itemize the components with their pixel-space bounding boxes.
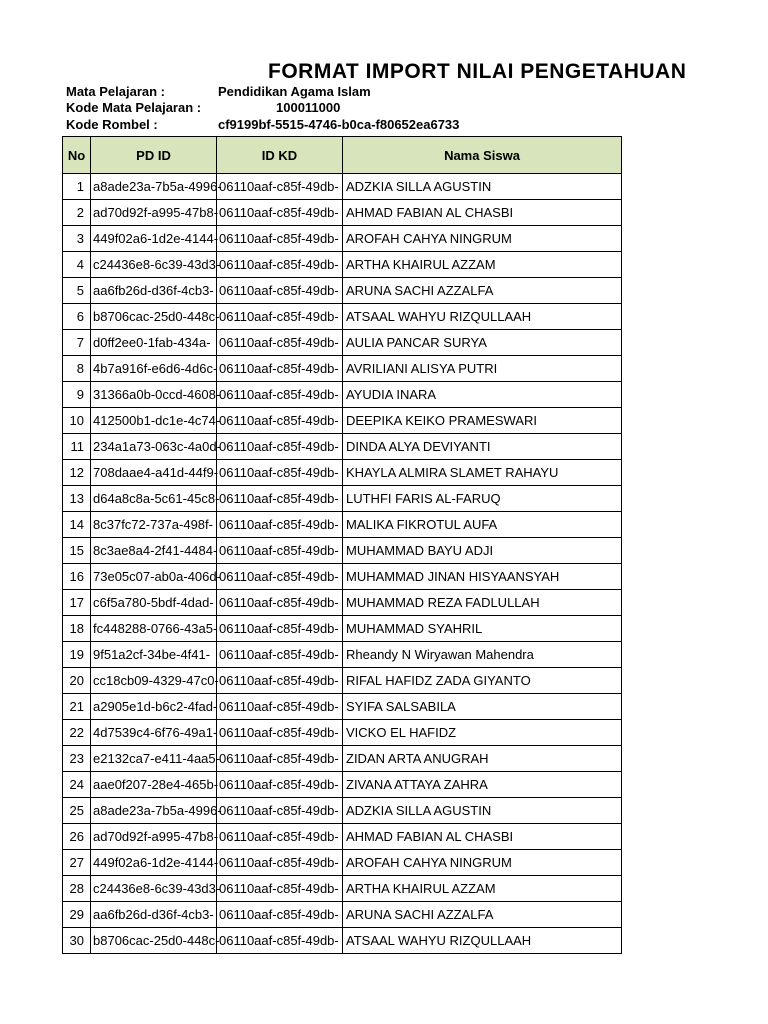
header-pd-id[interactable]: PD ID xyxy=(91,137,217,174)
cell-pd-id[interactable]: 8c3ae8a4-2f41-4484- xyxy=(91,538,217,564)
table-row xyxy=(63,252,622,278)
cell-no[interactable]: 20 xyxy=(63,668,91,694)
table-row xyxy=(63,616,622,642)
cell-no[interactable]: 7 xyxy=(63,330,91,356)
cell-id-kd[interactable]: 06110aaf-c85f-49db- xyxy=(217,590,343,616)
cell-no[interactable]: 1 xyxy=(63,174,91,200)
cell-id-kd[interactable]: 06110aaf-c85f-49db- xyxy=(217,408,343,434)
cell-pd-id[interactable]: 9f51a2cf-34be-4f41- xyxy=(91,642,217,668)
cell-nama-siswa[interactable]: MUHAMMAD SYAHRIL xyxy=(343,616,622,642)
cell-pd-id[interactable]: ad70d92f-a995-47b8- xyxy=(91,824,217,850)
table-row xyxy=(63,824,622,850)
table-row xyxy=(63,486,622,512)
cell-nama-siswa[interactable]: AROFAH CAHYA NINGRUM xyxy=(343,226,622,252)
cell-nama-siswa[interactable]: ZIVANA ATTAYA ZAHRA xyxy=(343,772,622,798)
cell-nama-siswa[interactable]: AULIA PANCAR SURYA xyxy=(343,330,622,356)
cell-pd-id[interactable]: 4d7539c4-6f76-49a1- xyxy=(91,720,217,746)
cell-id-kd[interactable]: 06110aaf-c85f-49db- xyxy=(217,356,343,382)
student-table xyxy=(62,136,622,954)
cell-no[interactable]: 18 xyxy=(63,616,91,642)
cell-no[interactable]: 27 xyxy=(63,850,91,876)
cell-nama-siswa[interactable]: KHAYLA ALMIRA SLAMET RAHAYU xyxy=(343,460,622,486)
cell-pd-id[interactable]: 73e05c07-ab0a-406d- xyxy=(91,564,217,590)
cell-nama-siswa[interactable]: AROFAH CAHYA NINGRUM xyxy=(343,850,622,876)
table-row xyxy=(63,668,622,694)
header-row xyxy=(63,137,622,174)
cell-no[interactable]: 26 xyxy=(63,824,91,850)
cell-id-kd[interactable]: 06110aaf-c85f-49db- xyxy=(217,200,343,226)
cell-id-kd[interactable]: 06110aaf-c85f-49db- xyxy=(217,304,343,330)
cell-no[interactable]: 28 xyxy=(63,876,91,902)
cell-no[interactable]: 15 xyxy=(63,538,91,564)
mapel-value[interactable]: Pendidikan Agama Islam xyxy=(218,84,371,99)
header-no[interactable]: No xyxy=(63,137,91,174)
cell-no[interactable]: 22 xyxy=(63,720,91,746)
cell-id-kd[interactable]: 06110aaf-c85f-49db- xyxy=(217,746,343,772)
cell-pd-id[interactable]: aae0f207-28e4-465b- xyxy=(91,772,217,798)
cell-no[interactable]: 23 xyxy=(63,746,91,772)
cell-no[interactable]: 10 xyxy=(63,408,91,434)
table-row xyxy=(63,278,622,304)
table-row xyxy=(63,772,622,798)
cell-pd-id[interactable]: c24436e8-6c39-43d3- xyxy=(91,876,217,902)
cell-pd-id[interactable]: d0ff2ee0-1fab-434a- xyxy=(91,330,217,356)
cell-pd-id[interactable]: c6f5a780-5bdf-4dad- xyxy=(91,590,217,616)
cell-nama-siswa[interactable]: ADZKIA SILLA AGUSTIN xyxy=(343,174,622,200)
cell-nama-siswa[interactable]: MUHAMMAD JINAN HISYAANSYAH xyxy=(343,564,622,590)
kode-mapel-label: Kode Mata Pelajaran : xyxy=(66,100,202,115)
cell-id-kd[interactable]: 06110aaf-c85f-49db- xyxy=(217,486,343,512)
cell-pd-id[interactable]: 4b7a916f-e6d6-4d6c- xyxy=(91,356,217,382)
table-row xyxy=(63,330,622,356)
cell-pd-id[interactable]: cc18cb09-4329-47c0- xyxy=(91,668,217,694)
document-title: FORMAT IMPORT NILAI PENGETAHUAN xyxy=(268,60,687,83)
table-row xyxy=(63,512,622,538)
cell-nama-siswa[interactable]: ARUNA SACHI AZZALFA xyxy=(343,902,622,928)
cell-id-kd[interactable]: 06110aaf-c85f-49db- xyxy=(217,226,343,252)
cell-no[interactable]: 3 xyxy=(63,226,91,252)
cell-no[interactable]: 21 xyxy=(63,694,91,720)
cell-nama-siswa[interactable]: AHMAD FABIAN AL CHASBI xyxy=(343,824,622,850)
cell-id-kd[interactable]: 06110aaf-c85f-49db- xyxy=(217,538,343,564)
cell-no[interactable]: 12 xyxy=(63,460,91,486)
cell-id-kd[interactable]: 06110aaf-c85f-49db- xyxy=(217,876,343,902)
cell-pd-id[interactable]: 234a1a73-063c-4a0d- xyxy=(91,434,217,460)
table-row xyxy=(63,720,622,746)
cell-nama-siswa[interactable]: ADZKIA SILLA AGUSTIN xyxy=(343,798,622,824)
cell-nama-siswa[interactable]: AVRILIANI ALISYA PUTRI xyxy=(343,356,622,382)
cell-pd-id[interactable]: 449f02a6-1d2e-4144- xyxy=(91,850,217,876)
table-row xyxy=(63,590,622,616)
cell-id-kd[interactable]: 06110aaf-c85f-49db- xyxy=(217,174,343,200)
cell-no[interactable]: 13 xyxy=(63,486,91,512)
cell-no[interactable]: 14 xyxy=(63,512,91,538)
cell-no[interactable]: 2 xyxy=(63,200,91,226)
table-row xyxy=(63,382,622,408)
cell-no[interactable]: 24 xyxy=(63,772,91,798)
cell-pd-id[interactable]: 31366a0b-0ccd-4608- xyxy=(91,382,217,408)
table-row xyxy=(63,850,622,876)
cell-no[interactable]: 11 xyxy=(63,434,91,460)
cell-pd-id[interactable]: 8c37fc72-737a-498f- xyxy=(91,512,217,538)
header-nama-siswa[interactable]: Nama Siswa xyxy=(343,137,622,174)
cell-id-kd[interactable]: 06110aaf-c85f-49db- xyxy=(217,252,343,278)
cell-nama-siswa[interactable]: MUHAMMAD REZA FADLULLAH xyxy=(343,590,622,616)
table-row xyxy=(63,928,622,954)
cell-pd-id[interactable]: ad70d92f-a995-47b8- xyxy=(91,200,217,226)
cell-nama-siswa[interactable]: ARTHA KHAIRUL AZZAM xyxy=(343,876,622,902)
cell-no[interactable]: 9 xyxy=(63,382,91,408)
table-row xyxy=(63,434,622,460)
cell-nama-siswa[interactable]: AYUDIA INARA xyxy=(343,382,622,408)
cell-nama-siswa[interactable]: MALIKA FIKROTUL AUFA xyxy=(343,512,622,538)
table-row xyxy=(63,174,622,200)
cell-no[interactable]: 19 xyxy=(63,642,91,668)
cell-id-kd[interactable]: 06110aaf-c85f-49db- xyxy=(217,824,343,850)
cell-id-kd[interactable]: 06110aaf-c85f-49db- xyxy=(217,512,343,538)
cell-pd-id[interactable]: 412500b1-dc1e-4c74- xyxy=(91,408,217,434)
cell-nama-siswa[interactable]: RIFAL HAFIDZ ZADA GIYANTO xyxy=(343,668,622,694)
cell-nama-siswa[interactable]: LUTHFI FARIS AL-FARUQ xyxy=(343,486,622,512)
cell-no[interactable]: 16 xyxy=(63,564,91,590)
cell-nama-siswa[interactable]: Rheandy N Wiryawan Mahendra xyxy=(343,642,622,668)
table-row xyxy=(63,304,622,330)
cell-nama-siswa[interactable]: DEEPIKA KEIKO PRAMESWARI xyxy=(343,408,622,434)
cell-id-kd[interactable]: 06110aaf-c85f-49db- xyxy=(217,616,343,642)
table-row xyxy=(63,564,622,590)
cell-id-kd[interactable]: 06110aaf-c85f-49db- xyxy=(217,278,343,304)
cell-id-kd[interactable]: 06110aaf-c85f-49db- xyxy=(217,772,343,798)
cell-pd-id[interactable]: a8ade23a-7b5a-4996- xyxy=(91,798,217,824)
cell-nama-siswa[interactable]: ZIDAN ARTA ANUGRAH xyxy=(343,746,622,772)
cell-no[interactable]: 5 xyxy=(63,278,91,304)
kode-rombel-label: Kode Rombel : xyxy=(66,117,158,132)
cell-id-kd[interactable]: 06110aaf-c85f-49db- xyxy=(217,564,343,590)
cell-nama-siswa[interactable]: AHMAD FABIAN AL CHASBI xyxy=(343,200,622,226)
cell-no[interactable]: 29 xyxy=(63,902,91,928)
table-row xyxy=(63,902,622,928)
table-row xyxy=(63,746,622,772)
cell-nama-siswa[interactable]: ATSAAL WAHYU RIZQULLAAH xyxy=(343,304,622,330)
cell-pd-id[interactable]: d64a8c8a-5c61-45c8- xyxy=(91,486,217,512)
table-row xyxy=(63,876,622,902)
cell-id-kd[interactable]: 06110aaf-c85f-49db- xyxy=(217,694,343,720)
cell-no[interactable]: 8 xyxy=(63,356,91,382)
cell-pd-id[interactable]: 449f02a6-1d2e-4144- xyxy=(91,226,217,252)
cell-no[interactable]: 17 xyxy=(63,590,91,616)
title-area xyxy=(0,54,687,84)
cell-pd-id[interactable]: b8706cac-25d0-448c- xyxy=(91,304,217,330)
cell-no[interactable]: 25 xyxy=(63,798,91,824)
cell-id-kd[interactable]: 06110aaf-c85f-49db- xyxy=(217,850,343,876)
header-id-kd[interactable]: ID KD xyxy=(217,137,343,174)
table-row xyxy=(63,694,622,720)
cell-id-kd[interactable]: 06110aaf-c85f-49db- xyxy=(217,330,343,356)
cell-nama-siswa[interactable]: MUHAMMAD BAYU ADJI xyxy=(343,538,622,564)
cell-nama-siswa[interactable]: ARTHA KHAIRUL AZZAM xyxy=(343,252,622,278)
cell-no[interactable]: 4 xyxy=(63,252,91,278)
table-row xyxy=(63,408,622,434)
cell-nama-siswa[interactable]: ARUNA SACHI AZZALFA xyxy=(343,278,622,304)
cell-pd-id[interactable]: a2905e1d-b6c2-4fad- xyxy=(91,694,217,720)
cell-id-kd[interactable]: 06110aaf-c85f-49db- xyxy=(217,382,343,408)
cell-id-kd[interactable]: 06110aaf-c85f-49db- xyxy=(217,434,343,460)
table-row xyxy=(63,460,622,486)
table-row xyxy=(63,538,622,564)
cell-id-kd[interactable]: 06110aaf-c85f-49db- xyxy=(217,798,343,824)
cell-no[interactable]: 6 xyxy=(63,304,91,330)
cell-id-kd[interactable]: 06110aaf-c85f-49db- xyxy=(217,720,343,746)
cell-no[interactable]: 30 xyxy=(63,928,91,954)
cell-nama-siswa[interactable]: SYIFA SALSABILA xyxy=(343,694,622,720)
cell-id-kd[interactable]: 06110aaf-c85f-49db- xyxy=(217,642,343,668)
cell-nama-siswa[interactable]: DINDA ALYA DEVIYANTI xyxy=(343,434,622,460)
cell-pd-id[interactable]: a8ade23a-7b5a-4996- xyxy=(91,174,217,200)
cell-pd-id[interactable]: 708daae4-a41d-44f9- xyxy=(91,460,217,486)
cell-pd-id[interactable]: aa6fb26d-d36f-4cb3- xyxy=(91,278,217,304)
mapel-label: Mata Pelajaran : xyxy=(66,84,165,99)
cell-id-kd[interactable]: 06110aaf-c85f-49db- xyxy=(217,460,343,486)
table-row xyxy=(63,356,622,382)
cell-id-kd[interactable]: 06110aaf-c85f-49db- xyxy=(217,668,343,694)
kode-rombel-value[interactable]: cf9199bf-5515-4746-b0ca-f80652ea6733 xyxy=(218,117,460,132)
cell-pd-id[interactable]: c24436e8-6c39-43d3- xyxy=(91,252,217,278)
cell-nama-siswa[interactable]: VICKO EL HAFIDZ xyxy=(343,720,622,746)
cell-id-kd[interactable]: 06110aaf-c85f-49db- xyxy=(217,928,343,954)
cell-pd-id[interactable]: e2132ca7-e411-4aa5- xyxy=(91,746,217,772)
cell-pd-id[interactable]: fc448288-0766-43a5- xyxy=(91,616,217,642)
kode-mapel-value[interactable]: 100011000 xyxy=(276,100,341,115)
table-row xyxy=(63,798,622,824)
table-row xyxy=(63,642,622,668)
cell-nama-siswa[interactable]: ATSAAL WAHYU RIZQULLAAH xyxy=(343,928,622,954)
cell-id-kd[interactable]: 06110aaf-c85f-49db- xyxy=(217,902,343,928)
cell-pd-id[interactable]: aa6fb26d-d36f-4cb3- xyxy=(91,902,217,928)
cell-pd-id[interactable]: b8706cac-25d0-448c- xyxy=(91,928,217,954)
table-row xyxy=(63,200,622,226)
table-row xyxy=(63,226,622,252)
